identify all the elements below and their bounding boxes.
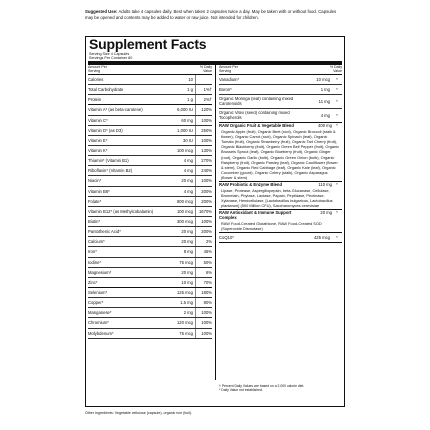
nutrient-amount: 4 mg <box>183 168 193 174</box>
nutrient-dv: 100% <box>195 116 212 125</box>
nutrient-amount: 11 mg <box>318 99 330 105</box>
nutrient-name: Iodine* <box>88 259 102 265</box>
nutrient-dv: 200% <box>195 227 212 236</box>
nutrient-row <box>88 116 212 126</box>
nutrient-name: Vanadium* <box>219 77 240 83</box>
nutrient-amount: 300 mcg <box>176 219 193 225</box>
nutrient-row <box>88 156 212 166</box>
nutrient-row <box>88 278 212 288</box>
nutrient-amount: 4 mg <box>320 113 330 119</box>
nutrient-amount: 1.5 mg <box>180 300 193 306</box>
nutrient-amount: 800 mcg <box>176 198 193 204</box>
nutrient-row <box>88 105 212 115</box>
nutrient-row <box>88 126 212 136</box>
left-column <box>88 65 212 339</box>
blend-ingredients: Lipase, Protease, Aspergillopepsin, beta-Glucanase, Cellulase, Bromelain, Phytase, Lactase, Papain, Peptidase, Pectinase, Xylanase, Hemicellulase, [Lactobacillus bulgaricus, Lactobacillus plantarum] (500 Million CFU), Saccharomyces cerevisiae <box>221 187 333 209</box>
nutrient-dv: 45% <box>195 247 212 256</box>
nutrient-name: Boron* <box>219 87 232 93</box>
nutrient-dv: 50% <box>195 258 212 267</box>
nutrient-name: Vitamin D* (as D3) <box>88 127 123 133</box>
nutrient-amount: 75 mcg <box>179 330 193 336</box>
nutrient-name: Protein <box>88 97 102 103</box>
blend-header <box>219 182 342 188</box>
blend-title: RAW Organic Fruit & Vegetable Blend <box>219 123 294 129</box>
nutrient-dv: 200% <box>195 197 212 206</box>
nutrient-amount: 425 mcg <box>313 235 330 241</box>
nutrient-amount: 4 mg <box>183 188 193 194</box>
nutrient-dv: 100% <box>195 318 212 327</box>
nutrient-amount: 120 mcg <box>176 320 193 326</box>
nutrient-amount: 1 g <box>187 97 193 103</box>
nutrient-row <box>88 207 212 217</box>
blend-ingredients: RAW Food-Created Glutathione, RAW Food-Created SOD (Superoxide Dismutase) <box>221 220 322 231</box>
blend-amount: 400 mg <box>318 123 332 129</box>
blend-dv: * <box>336 123 338 129</box>
panel-title: Supplement Facts <box>89 36 207 52</box>
nutrient-row <box>88 166 212 176</box>
right-header <box>219 65 342 75</box>
servings-per-container: Servings Per Container 60 <box>89 56 133 61</box>
blend-dv: * <box>336 182 338 188</box>
nutrient-amount: 1 g <box>187 87 193 93</box>
nutrient-row <box>88 187 212 197</box>
nutrient-amount: 75 mcg <box>179 259 193 265</box>
blend-amount: 20 mg <box>320 210 332 216</box>
nutrient-row <box>88 217 212 227</box>
nutrient-name: Vitamin C* <box>88 117 108 123</box>
nutrient-dv: 100% <box>195 136 212 145</box>
nutrient-dv: 2%† <box>195 95 212 104</box>
footnote-star: * Daily Value not established. <box>219 388 263 393</box>
nutrient-dv: 1670% <box>195 207 212 216</box>
nutrient-row <box>88 75 212 85</box>
nutrient-dv: 200% <box>195 187 212 196</box>
nutrient-name: Iron* <box>88 249 97 255</box>
nutrient-dv: 250% <box>195 126 212 135</box>
nutrient-dv: 70% <box>195 278 212 287</box>
nutrient-dv: 130% <box>195 146 212 155</box>
nutrient-amount: 10 mcg <box>316 77 330 83</box>
nutrient-amount: 6,000 IU <box>177 107 193 113</box>
nutrient-amount: 2 mg <box>183 310 193 316</box>
nutrient-row <box>88 227 212 237</box>
blend-title: RAW Antioxidant & Immune Support Complex <box>219 210 292 220</box>
nutrient-amount: 100 mcg <box>176 208 193 214</box>
nutrient-amount: 4 mg <box>183 158 193 164</box>
nutrient-amount: 20 mg <box>181 239 193 245</box>
nutrient-name: Selenium* <box>88 290 108 296</box>
nutrient-name: Total Carbohydrate <box>88 87 124 93</box>
nutrient-dv: 240% <box>195 166 212 175</box>
nutrient-amount: 60 mg <box>181 117 193 123</box>
nutrient-row <box>88 197 212 207</box>
serving-size: Serving Size 4 Capsules <box>89 52 130 56</box>
nutrient-name: Biotin* <box>88 219 101 225</box>
nutrient-amount: 100 mcg <box>176 148 193 154</box>
nutrient-dv: * <box>336 87 338 93</box>
nutrient-amount: 30 IU <box>182 137 193 143</box>
nutrient-dv: * <box>336 113 338 119</box>
nutrient-row <box>88 329 212 339</box>
nutrient-name: Folate* <box>88 198 102 204</box>
nutrient-row <box>88 237 212 247</box>
nutrient-name: Vitamin E* <box>88 137 108 143</box>
nutrient-dv: * <box>336 77 338 83</box>
blend-block <box>219 123 342 182</box>
nutrient-name: Pantothenic Acid* <box>88 229 121 235</box>
nutrient-row <box>88 176 212 186</box>
nutrient-name: Thiamin* (Vitamin B1) <box>88 158 129 164</box>
nutrient-name: Copper* <box>88 300 104 306</box>
right-column <box>219 65 342 243</box>
nutrient-row <box>88 146 212 156</box>
blend-block <box>219 182 342 210</box>
suggested-use-label: Suggested Use: <box>85 9 118 14</box>
nutrient-name: Vitamin A* (as beta-carotene) <box>88 107 143 113</box>
nutrient-name: Magnesium* <box>88 269 112 275</box>
nutrient-amount: 10 <box>188 77 193 83</box>
nutrient-row <box>88 258 212 268</box>
nutrient-row <box>88 85 212 95</box>
nutrient-name: Organic Moringa (leaf) containing mixed Carotenoids <box>219 97 294 106</box>
dv-header-right: % Daily Value <box>329 65 342 74</box>
nutrient-dv: 1%† <box>195 85 212 94</box>
nutrient-row <box>88 95 212 105</box>
nutrient-dv: 270% <box>195 156 212 165</box>
blend-ingredients: Organic Apple (fruit), Organic Beet (root), Organic Broccoli (stalk & flower), Organic Carrot (root), Organic Spinach (leaf), Organic Tomato (fruit), Organic Strawberry (fruit), Organic Tart Cherry (fruit), Organic Blackberry (fruit), Organic Green Bell Pepper (fruit), Organic Brussels Sprout (leaf), Organic Blueberry (fruit), Organic Ginger (root), Organic Garlic (bulb), Organic Green Onion (bulb), Organic Raspberry (fruit), Organic Parsley (leaf), Organic Cauliflower (flower & stem), Organic Red Cabbage (leaf), Organic Kale (leaf), Organic Cucumber (gourd), Organic Celery (stalk), Organic Asparagus (flower & stem) <box>221 129 340 180</box>
nutrient-name: Calories <box>88 77 104 83</box>
other-ingredients: Other Ingredients: Vegetable cellulose (capsule), organic rice (hull). <box>85 411 193 415</box>
nutrient-dv: 120% <box>195 105 212 114</box>
nutrient-row <box>219 109 342 123</box>
nutrient-dv: 100% <box>195 217 212 226</box>
blend-dv: * <box>336 210 338 216</box>
nutrient-row <box>219 85 342 95</box>
nutrient-row <box>219 95 342 109</box>
nutrient-amount: 20 mg <box>181 269 193 275</box>
nutrient-name: Zinc* <box>88 279 98 285</box>
nutrient-dv: * <box>336 235 338 241</box>
nutrient-dv: 80% <box>195 298 212 307</box>
nutrient-name: Vitamin B12* (as Methylcobalamin) <box>88 208 154 214</box>
nutrient-dv: 100% <box>195 308 212 317</box>
nutrient-dv: 180% <box>195 288 212 297</box>
nutrient-row <box>88 308 212 318</box>
blend-header <box>219 210 342 221</box>
blend-amount: 110 mg <box>318 182 332 188</box>
blend-block <box>219 210 342 233</box>
nutrient-row <box>88 318 212 328</box>
suggested-use-text: Adults take 4 capsules daily. Best when taken 2 capsules twice a day. May be taken with or without food. Capsules may be opened and contents may be added to water or raw juice. Not intended for children. <box>85 9 337 20</box>
nutrient-row <box>88 288 212 298</box>
nutrient-name: Manganese* <box>88 310 112 316</box>
nutrient-name: Chromium* <box>88 320 109 326</box>
amount-header: Amount Per Serving <box>88 65 107 74</box>
nutrient-dv: * <box>336 99 338 105</box>
nutrient-row <box>219 75 342 85</box>
suggested-use <box>85 9 345 20</box>
nutrient-row <box>88 247 212 257</box>
nutrient-amount: 1,000 IU <box>177 127 193 133</box>
nutrient-dv: 100% <box>195 329 212 338</box>
nutrient-amount: 20 mg <box>181 229 193 235</box>
nutrient-name: Organic Vitex (seed) containing mixed Tocopherols <box>219 111 290 120</box>
nutrient-dv: 2% <box>195 237 212 246</box>
column-divider <box>215 65 216 380</box>
serving-info <box>89 52 132 61</box>
thick-divider <box>88 61 342 65</box>
nutrient-amount: 20 mg <box>181 178 193 184</box>
nutrient-amount: 10 mg <box>181 279 193 285</box>
left-nutrient-rows <box>88 75 212 339</box>
nutrient-name: Calcium* <box>88 239 105 245</box>
blend-title: RAW Probiotic & Enzyme Blend <box>219 182 283 188</box>
nutrient-name: Riboflavin* (Vitamin B2) <box>88 168 133 174</box>
footnote-dagger: † Percent Daily Values are based on a 2,000 calorie diet. <box>219 384 305 388</box>
nutrient-name: Niacin* <box>88 178 102 184</box>
nutrient-row <box>219 233 342 243</box>
nutrient-row <box>88 298 212 308</box>
nutrient-row <box>88 136 212 146</box>
nutrient-dv: 6% <box>195 268 212 277</box>
nutrient-row <box>88 268 212 278</box>
nutrient-name: Molybdenum* <box>88 330 114 336</box>
footnotes <box>219 384 341 393</box>
amount-header-right: Amount Per Serving <box>219 65 238 74</box>
left-header <box>88 65 212 75</box>
nutrient-name: Vitamin K* <box>88 148 108 154</box>
nutrient-dv: 100% <box>195 176 212 185</box>
right-nutrient-rows <box>219 75 342 243</box>
dv-header: % Daily Value <box>199 65 212 74</box>
nutrient-amount: 1 mg <box>320 87 330 93</box>
nutrient-dv <box>195 75 212 84</box>
nutrient-amount: 8 mg <box>183 249 193 255</box>
supplement-facts-panel <box>85 36 345 407</box>
nutrient-name: Vitamin B6* <box>88 188 110 194</box>
nutrient-name: CoQ10* <box>219 235 234 241</box>
nutrient-amount: 125 mcg <box>176 290 193 296</box>
